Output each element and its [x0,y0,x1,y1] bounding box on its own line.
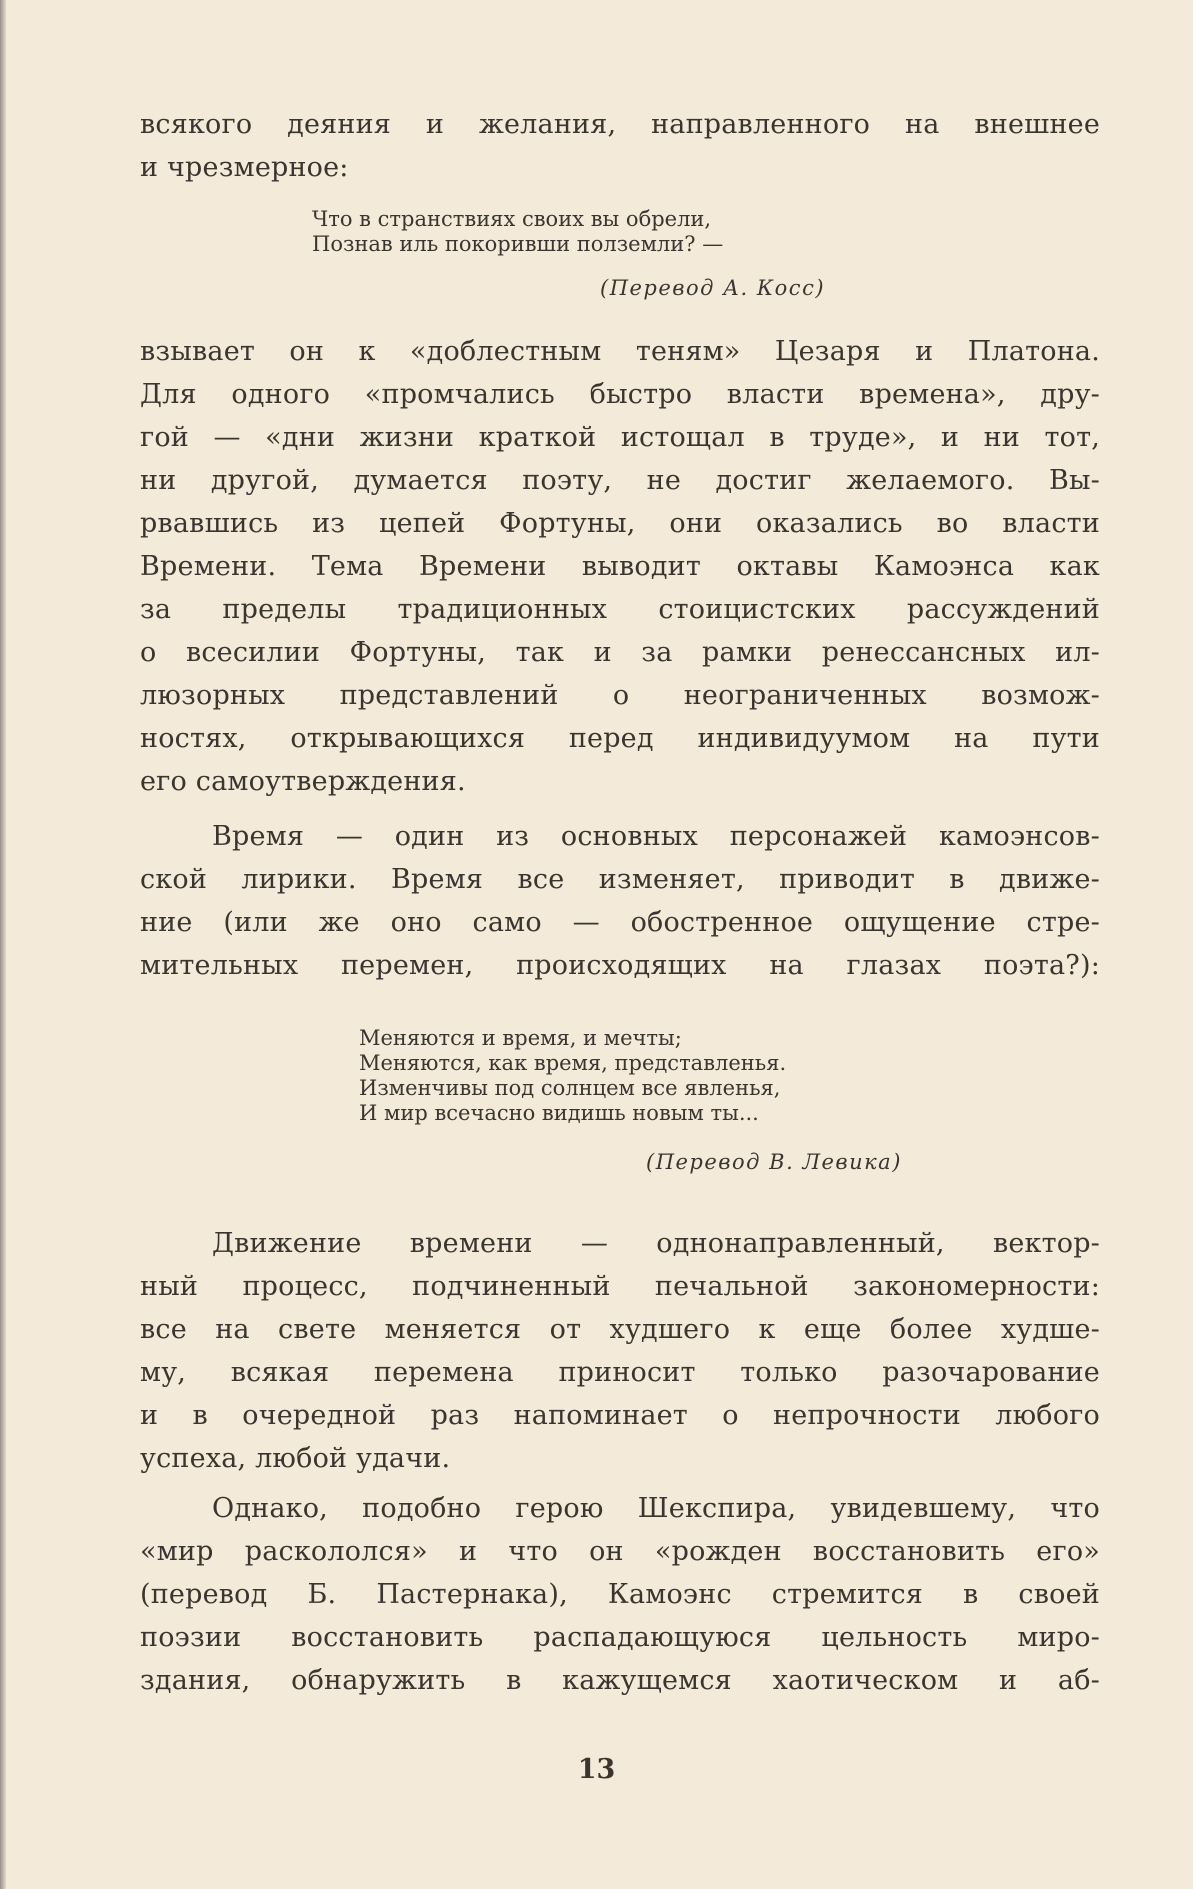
text-line: ный процесс, подчиненный печальной закономерности: [140,1271,1100,1302]
paragraph-3 [140,1222,1100,1480]
page-number: 13 [577,1754,616,1785]
text-line: Движение времени — однонаправленный, вектор- [212,1228,1100,1259]
verse-line: Изменчивы под солнцем все явленья, [359,1076,781,1100]
text-line: гой — «дни жизни краткой истощал в труде», и ни тот, [140,422,1100,453]
page-edge-shadow [0,0,6,1889]
verse-line: Меняются, как время, представленья. [359,1051,787,1075]
text-line: (перевод Б. Пастернака), Камоэнс стремится в своей [140,1579,1100,1610]
verse-line: Познав иль покоривши полземли? — [312,232,724,256]
text-line: поэзии восстановить распадающуюся цельность миро- [140,1622,1100,1653]
text-line: все на свете меняется от худшего к еще более худше- [140,1314,1100,1345]
text-line: ской лирики. Время все изменяет, приводит в движе- [140,864,1100,895]
intro-text [140,103,1100,189]
verse-quote-2 [359,1026,786,1126]
text-line: Времени. Тема Времени выводит октавы Камоэнса как [140,551,1100,582]
text-line: успеха, любой удачи. [140,1443,451,1474]
text-line: рвавшись из цепей Фортуны, они оказались во власти [140,508,1100,539]
text-line: «мир раскололся» и что он «рожден восстановить его» [140,1536,1100,1567]
text-line: взывает он к «доблестным теням» Цезаря и Платона. [140,336,1100,367]
paragraph-4 [140,1487,1100,1702]
verse-attribution-1: (Перевод А. Косс) [600,276,826,300]
text-line: ни другой, думается поэту, не достиг желаемого. Вы- [140,465,1100,496]
text-line: ние (или же оно само — обостренное ощущение стре- [140,907,1100,938]
text-line: му, всякая перемена приносит только разочарование [140,1357,1100,1388]
verse-quote-1 [312,207,723,257]
text-line: всякого деяния и желания, направленного на внешнее [140,109,1100,140]
text-line: за пределы традиционных стоицистских рассуждений [140,594,1100,625]
text-line: Для одного «промчались быстро власти времена», дру- [140,379,1100,410]
text-line: Однако, подобно герою Шекспира, увидевшему, что [212,1493,1100,1524]
text-line: люзорных представлений о неограниченных возмож- [140,680,1100,711]
verse-line: Меняются и время, и мечты; [359,1026,682,1050]
text-line: Время — один из основных персонажей камоэнсов- [212,821,1100,852]
text-line: о всесилии Фортуны, так и за рамки ренессансных ил- [140,637,1100,668]
text-line: его самоутверждения. [140,766,466,797]
paragraph-1 [140,330,1100,803]
text-line: мительных перемен, происходящих на глазах поэта?): [140,950,1100,981]
text-line: здания, обнаружить в кажущемся хаотическом и аб- [140,1665,1100,1696]
verse-attribution-2: (Перевод В. Левика) [646,1150,902,1174]
paragraph-2 [140,815,1100,987]
verse-line: Что в странствиях своих вы обрели, [312,207,712,231]
verse-line: И мир всечасно видишь новым ты... [359,1101,759,1125]
text-line: и чрезмерное: [140,152,349,183]
text-line: ностях, открывающихся перед индивидуумом на пути [140,723,1100,754]
text-line: и в очередной раз напоминает о непрочности любого [140,1400,1100,1431]
